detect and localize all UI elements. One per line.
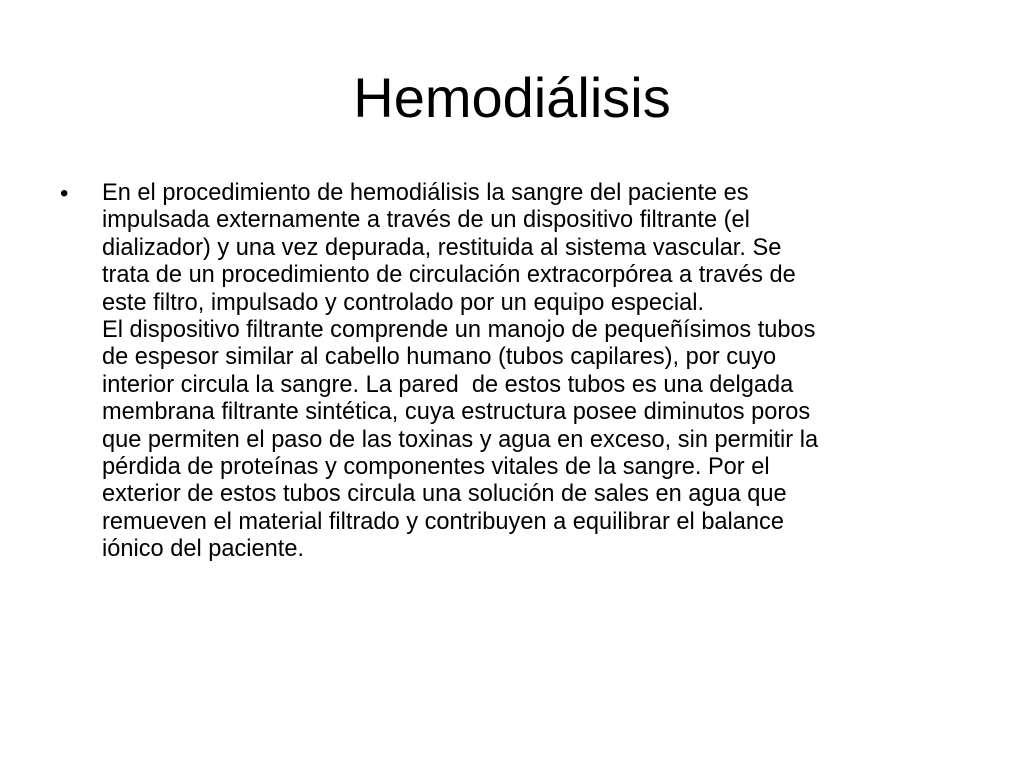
text-line: impulsada externamente a través de un dispositivo filtrante (el xyxy=(102,207,750,234)
text-line: pérdida de proteínas y componentes vitales de la sangre. Por el xyxy=(102,454,770,481)
text-line: El dispositivo filtrante comprende un manojo de pequeñísimos tubos xyxy=(102,317,816,344)
text-line: trata de un procedimiento de circulación extracorpórea a través de xyxy=(102,262,796,289)
text-line: exterior de estos tubos circula una solución de sales en agua que xyxy=(102,481,787,508)
text-line: de espesor similar al cabello humano (tubos capilares), por cuyo xyxy=(102,344,777,371)
text-line: remueven el material filtrado y contribuyen a equilibrar el balance xyxy=(102,508,784,535)
text-line: membrana filtrante sintética, cuya estructura posee diminutos poros xyxy=(102,399,811,426)
bullet-item xyxy=(60,180,990,564)
text-line: dializador) y una vez depurada, restituida al sistema vascular. Se xyxy=(102,234,782,261)
text-line: este filtro, impulsado y controlado por un equipo especial. xyxy=(102,289,704,316)
bullet-icon: • xyxy=(60,180,69,207)
bullet-text xyxy=(102,180,990,564)
text-line: En el procedimiento de hemodiálisis la sangre del paciente es xyxy=(102,180,749,206)
text-line: que permiten el paso de las toxinas y agua en exceso, sin permitir la xyxy=(102,426,819,453)
text-line: iónico del paciente. xyxy=(102,536,304,563)
slide-title: Hemodiálisis xyxy=(353,66,671,129)
slide-body xyxy=(60,180,990,564)
text-line: interior circula la sangre. La pared de estos tubos es una delgada xyxy=(102,371,794,398)
